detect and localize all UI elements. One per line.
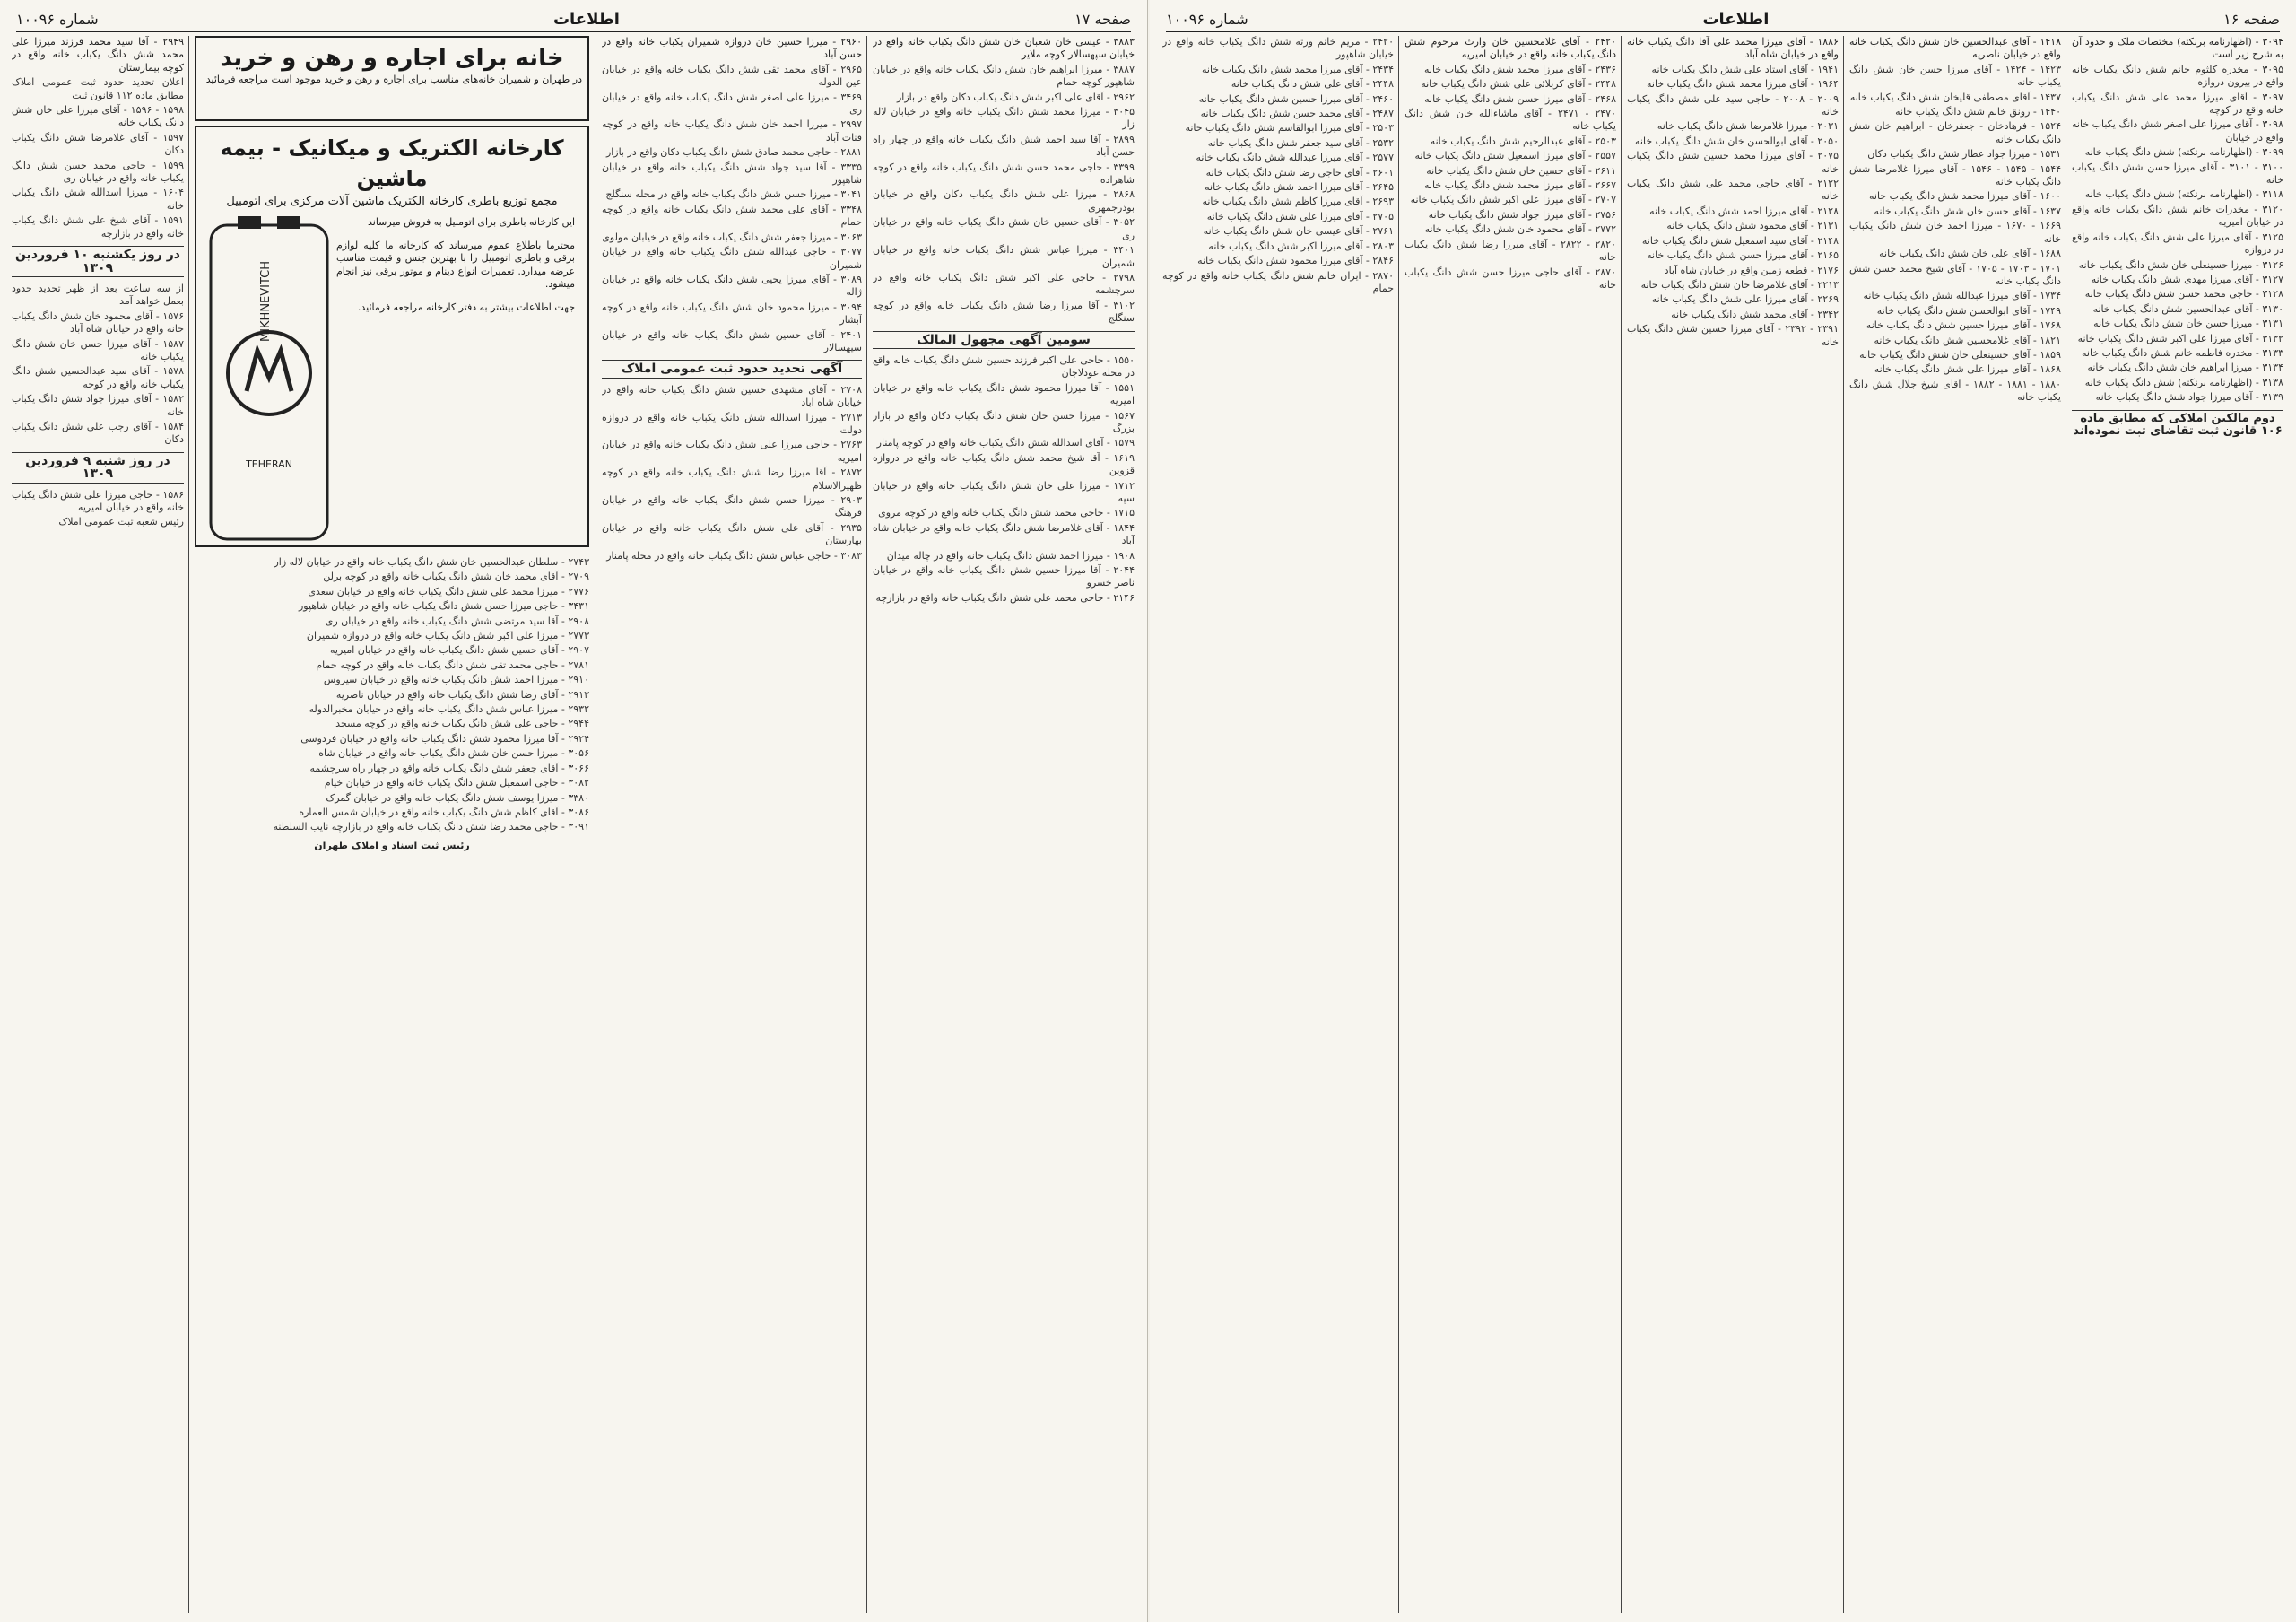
right-page-header <box>1166 7 2280 32</box>
factory-ad-title: کارخانه الکتریک و میکانیک - بیمه ماشین <box>220 135 564 191</box>
footer-note: دوم مالکین املاکی که مطابق ماده ۱۰۶ قانون ثبت تقاضای ثبت نموده‌اند <box>2072 410 2283 441</box>
factory-ad-body: این کارخانه باطری برای اتومبیل به فروش میرساند محترما باطلاع عموم میرساند که کارخانه ما کلیه لوازم برقی و باطری اتومبیل را با بهترین جنس و قیمت مناسب عرضه میدارد. تعمیرات انواع دینام و موتور برقی نیز انجام میشود. جهت اطلاعات بیشتر به دفتر کارخانه مراجعه فرمائید. <box>336 216 575 313</box>
body-text: اعلان تحدید حدود ثبت عمومی املاک مطابق ماده ۱۱۲ قانون ثبت ۱۵۹۸ - ۱۵۹۶ - آقای میرزا علی خان شش دانگ یکباب خانه ۱۵۹۷ - آقای غلامرضا شش دانگ یکباب دکان ۱۵۹۹ - حاجی محمد حسن شش دانگ یکباب خانه واقع در خیابان ری ۱۶۰۴ - میرزا اسدالله شش دانگ یکباب خانه ۱۵۹۱ - آقای شیخ علی شش دانگ یکباب خانه واقع در بازارچه <box>12 76 184 240</box>
right-column-4 <box>1849 36 2061 1613</box>
issue-number: شماره ۱۰۰۹۶ <box>1166 10 1248 28</box>
column-rule <box>866 36 867 1613</box>
body-text: ۱۹۴۱ - آقای استاد علی شش دانگ یکباب خانه ۱۹۶۴ - آقای میرزا محمد شش دانگ یکباب خانه ۲۰۰۹ - ۲۰۰۸ - حاجی سید علی شش دانگ یکباب خانه ۲۰۳۱ - میرزا غلامرضا شش دانگ یکباب خانه ۲۰۵۰ - آقای ابوالحسن خان شش دانگ یکباب خانه ۲۰۷۵ - آقای میرزا محمد حسین شش دانگ یکباب خانه ۲۱۲۲ - آقای حاجی محمد علی شش دانگ یکباب خانه ۲۱۲۸ - آقای میرزا احمد شش دانگ یکباب خانه ۲۱۳۱ - آقای محمود شش دانگ یکباب خانه ۲۱۴۸ - آقای سید اسمعیل شش دانگ یکباب خانه ۲۱۶۵ - آقای میرزا حسن شش دانگ یکباب خانه ۲۱۷۶ - قطعه زمین واقع در خیابان شاه آباد ۲۲۱۳ - آقای غلامرضا خان شش دانگ یکباب خانه ۲۲۶۹ - آقای میرزا علی شش دانگ یکباب خانه ۲۳۴۲ - آقای محمد شش دانگ یکباب خانه ۲۳۹۱ - ۲۳۹۲ - آقای میرزا حسین شش دانگ یکباب خانه <box>1627 63 1839 348</box>
listing-entry: ۳۰۹۴ - (اظهارنامه برنکته) مختصات ملک و حدود آن به شرح زیر است <box>2072 36 2283 61</box>
right-page <box>1150 0 2296 1622</box>
right-columns <box>1162 36 2283 1613</box>
column-rule <box>1398 36 1399 1613</box>
right-column-3 <box>1627 36 1839 1613</box>
page-number: صفحه ۱۷ <box>1074 10 1131 28</box>
column-rule <box>1843 36 1844 1613</box>
listing-entry: ۱۸۸۶ - آقای میرزا محمد علی آقا دانگ یکباب خانه واقع در خیابان شاه آباد <box>1627 36 1839 61</box>
left-page-header <box>16 7 1131 32</box>
right-column-5 <box>2072 36 2283 1613</box>
footer-note: رئیس ثبت اسناد و املاک طهران <box>314 839 470 851</box>
column-rule <box>1621 36 1622 1613</box>
section-heading: در روز شنبه ۹ فروردین ۱۳۰۹ <box>12 452 184 484</box>
body-text: ۲۴۲۰ - مریم خانم ورثه شش دانگ یکباب خانه واقع در خیابان شاهپور ۲۴۳۴ - آقای میرزا محمد شش دانگ یکباب خانه ۲۴۴۸ - آقای علی شش دانگ یکباب خانه ۲۴۶۰ - آقای میرزا حسین شش دانگ یکباب خانه ۲۴۸۷ - آقای محمد حسن شش دانگ یکباب خانه ۲۵۰۳ - آقای میرزا ابوالقاسم شش دانگ یکباب خانه ۲۵۳۲ - آقای سید جعفر شش دانگ یکباب خانه ۲۵۷۷ - آقای میرزا عبدالله شش دانگ یکباب خانه ۲۶۰۱ - آقای حاجی رضا شش دانگ یکباب خانه ۲۶۴۵ - آقای میرزا احمد شش دانگ یکباب خانه ۲۶۹۳ - آقای میرزا کاظم شش دانگ یکباب خانه ۲۷۰۵ - آقای میرزا علی شش دانگ یکباب خانه ۲۷۶۱ - آقای عیسی خان شش دانگ یکباب خانه ۲۸۰۳ - آقای میرزا اکبر شش دانگ یکباب خانه ۲۸۴۶ - آقای میرزا محمود شش دانگ یکباب خانه ۲۸۷۰ - ایران خانم شش دانگ یکباب خانه واقع در کوچه حمام <box>1162 36 1394 294</box>
listing-entry: ۲۴۲۰ - آقای غلامحسین خان وارث مرحوم شش دانگ یکباب خانه واقع در خیابان امیریه <box>1405 36 1616 61</box>
section-heading: آگهی تحدید حدود ثبت عمومی املاک <box>602 360 862 378</box>
body-text: ۲۹۶۵ - آقای محمد تقی شش دانگ یکباب خانه واقع در خیابان عین الدوله ۳۴۶۹ - میرزا علی اصغر شش دانگ یکباب خانه واقع در خیابان ری ۲۹۹۷ - میرزا احمد خان شش دانگ یکباب خانه واقع در کوچه قنات آباد ۲۸۸۱ - حاجی محمد صادق شش دانگ یکباب دکان واقع در بازار ۳۳۳۵ - آقا سید جواد شش دانگ یکباب خانه واقع در خیابان شاهپور ۳۰۴۱ - میرزا حسن شش دانگ یکباب خانه واقع در محله سنگلج ۳۳۴۸ - آقای علی محمد شش دانگ یکباب خانه واقع در کوچه حمام ۳۰۶۳ - میرزا جعفر شش دانگ یکباب خانه واقع در خیابان مولوی ۳۰۷۷ - حاجی عبدالله شش دانگ یکباب خانه واقع در خیابان شمیران ۳۰۸۹ - آقای میرزا یحیی شش دانگ یکباب خانه واقع در خیابان ژاله ۳۰۹۴ - میرزا محمود خان شش دانگ یکباب خانه واقع در کوچه آبشار ۲۴۰۱ - آقای حسین شش دانگ یکباب خانه واقع در خیابان سپهسالار <box>602 63 862 353</box>
body-text: ۱۵۸۶ - حاجی میرزا علی شش دانگ یکباب خانه واقع در خیابان امیریه رئیس شعبه ثبت عمومی املاک <box>12 488 184 528</box>
listing-entry: ۱۴۱۸ - آقای عبدالحسین خان شش دانگ یکباب خانه واقع در خیابان ناصریه <box>1849 36 2061 61</box>
right-column-2 <box>1405 36 1616 1613</box>
body-text: از سه ساعت بعد از ظهر تحدید حدود بعمل خواهد آمد ۱۵۷۶ - آقای محمود خان شش دانگ یکباب خانه واقع در خیابان شاه آباد ۱۵۸۷ - آقای میرزا حسن خان شش دانگ یکباب خانه ۱۵۷۸ - آقای سید عبدالحسین شش دانگ یکباب خانه واقع در کوچه ۱۵۸۲ - آقای میرزا جواد شش دانگ یکباب خانه ۱۵۸۴ - آقای رجب علی شش دانگ یکباب دکان <box>12 282 184 446</box>
left-column-4 <box>873 36 1135 1613</box>
rent-ad-title: خانه برای اجاره و رهن و خرید <box>220 45 564 72</box>
section-heading: در روز یکشنبه ۱۰ فروردین ۱۳۰۹ <box>12 246 184 277</box>
body-text: ۱۵۵۰ - حاجی علی اکبر فرزند حسین شش دانگ یکباب خانه واقع در محله عودلاجان ۱۵۵۱ - آقا میرزا محمود شش دانگ یکباب خانه واقع در خیابان امیریه ۱۵۶۷ - میرزا حسن خان شش دانگ یکباب دکان واقع در بازار بزرگ ۱۵۷۹ - آقای اسدالله شش دانگ یکباب خانه واقع در کوچه پامنار ۱۶۱۹ - آقا شیخ محمد شش دانگ یکباب خانه واقع در دروازه قزوین ۱۷۱۲ - میرزا علی خان شش دانگ یکباب خانه واقع در خیابان سپه ۱۷۱۵ - حاجی محمد شش دانگ یکباب خانه واقع در کوچه مروی ۱۸۴۴ - آقای غلامرضا شش دانگ یکباب خانه واقع در خیابان شاه آباد ۱۹۰۸ - میرزا احمد شش دانگ یکباب خانه واقع در چاله میدان ۲۰۴۴ - آقا میرزا حسین شش دانگ یکباب خانه واقع در خیابان ناصر خسرو ۲۱۴۶ - حاجی محمد علی شش دانگ یکباب خانه واقع در بازارچه <box>873 353 1135 604</box>
body-text: ۲۷۰۸ - آقای مشهدی حسین شش دانگ یکباب خانه واقع در خیابان شاه آباد ۲۷۱۳ - میرزا اسدالله شش دانگ یکباب خانه واقع در دروازه دولت ۲۷۶۳ - حاجی میرزا علی شش دانگ یکباب خانه واقع در خیابان امیریه ۲۸۷۲ - آقا میرزا رضا شش دانگ یکباب خانه واقع در کوچه ظهیرالاسلام ۲۹۰۳ - میرزا حسن شش دانگ یکباب خانه واقع در خیابان فرهنگ ۲۹۳۵ - آقای علی شش دانگ یکباب خانه واقع در خیابان بهارستان ۳۰۸۳ - حاجی عباس شش دانگ یکباب خانه واقع در محله پامنار <box>602 383 862 562</box>
battery-brand: MIKHNEVITCH <box>259 260 273 343</box>
column-rule <box>188 36 189 1613</box>
left-column-3 <box>602 36 862 1613</box>
left-columns <box>13 36 1135 1613</box>
section-heading: سومین آگهی مجهول المالک <box>873 331 1135 349</box>
listing-entry: ۳۸۸۳ - عیسی خان شعبان خان شش دانگ یکباب خانه واقع در خیابان سپهسالار کوچه ملایر <box>873 36 1135 61</box>
body-text: ۲۴۳۶ - آقای میرزا محمد شش دانگ یکباب خانه ۲۴۴۸ - آقای کربلائی علی شش دانگ یکباب خانه ۲۴۶۸ - آقای میرزا حسن شش دانگ یکباب خانه ۲۴۷۰ - ۲۴۷۱ - آقای ماشاءالله خان شش دانگ یکباب خانه ۲۵۰۳ - آقای عبدالرحیم شش دانگ یکباب خانه ۲۵۵۷ - آقای میرزا اسمعیل شش دانگ یکباب خانه ۲۶۱۱ - آقای حسین خان شش دانگ یکباب خانه ۲۶۶۷ - آقای میرزا محمد شش دانگ یکباب خانه ۲۷۰۷ - آقای میرزا علی اکبر شش دانگ یکباب خانه ۲۷۵۶ - آقای میرزا جواد شش دانگ یکباب خانه ۲۷۷۲ - آقای محمود خان شش دانگ یکباب خانه ۲۸۲۰ - ۲۸۲۲ - آقای میرزا رضا شش دانگ یکباب خانه ۲۸۷۰ - آقای حاجی میرزا حسن شش دانگ یکباب خانه <box>1405 63 1616 291</box>
body-text: ۳۸۸۷ - میرزا ابراهیم خان شش دانگ یکباب خانه واقع در خیابان شاهپور کوچه حمام ۲۹۶۲ - آقای علی اکبر شش دانگ یکباب دکان واقع در بازار ۳۰۴۵ - میرزا محمد شش دانگ یکباب خانه واقع در خیابان لاله زار ۲۸۹۹ - آقا سید احمد شش دانگ یکباب خانه واقع در چهار راه حسن آباد ۳۳۹۹ - حاجی محمد حسن شش دانگ یکباب خانه واقع در کوچه شاهزاده ۲۸۶۸ - میرزا علی شش دانگ یکباب دکان واقع در خیابان بوذرجمهری ۳۰۵۲ - آقای حسین خان شش دانگ یکباب خانه واقع در خیابان ری ۳۴۰۱ - میرزا عباس شش دانگ یکباب خانه واقع در خیابان شمیران ۲۷۹۸ - حاجی علی اکبر شش دانگ یکباب خانه واقع در سرچشمه ۳۱۰۲ - آقا میرزا رضا شش دانگ یکباب خانه واقع در کوچه سنگلج <box>873 63 1135 325</box>
listing-entry: ۲۹۴۹ - آقا سید محمد فرزند میرزا علی محمد شش دانگ یکباب خانه واقع در کوچه بیمارستان <box>12 36 184 74</box>
battery-icon <box>202 216 336 547</box>
newspaper-name: اطلاعات <box>1702 9 1770 29</box>
issue-number: شماره ۱۰۰۹۶ <box>16 10 99 28</box>
page-number: صفحه ۱۶ <box>2223 10 2280 28</box>
listing-entry: ۲۹۶۰ - میرزا حسین خان دروازه شمیران یکباب خانه واقع در حسن آباد <box>602 36 862 61</box>
body-text: ۲۷۴۳ - سلطان عبدالحسین خان شش دانگ یکباب خانه واقع در خیابان لاله زار ۲۷۰۹ - آقای محمد خان شش دانگ یکباب خانه واقع در کوچه برلن ۲۷۷۶ - میرزا محمد علی شش دانگ یکباب خانه واقع در خیابان سعدی ۳۴۳۱ - حاجی میرزا حسن شش دانگ یکباب خانه واقع در خیابان شاهپور ۲۹۰۸ - آقا سید مرتضی شش دانگ یکباب خانه واقع در خیابان ری ۲۷۷۳ - میرزا علی اکبر شش دانگ یکباب خانه واقع در دروازه شمیران ۲۹۰۷ - آقای حسین شش دانگ یکباب خانه واقع در خیابان امیریه ۲۷۸۱ - حاجی محمد تقی شش دانگ یکباب خانه واقع در کوچه حمام ۲۹۱۰ - میرزا احمد شش دانگ یکباب خانه واقع در خیابان سیروس ۲۹۱۳ - آقای رضا شش دانگ یکباب خانه واقع در خیابان ناصریه ۲۹۳۲ - میرزا عباس شش دانگ یکباب خانه واقع در خیابان مخبرالدوله ۲۹۴۴ - حاجی علی شش دانگ یکباب خانه واقع در کوچه مسجد ۲۹۲۴ - آقا میرزا محمود شش دانگ یکباب خانه واقع در خیابان فردوسی ۳۰۵۶ - میرزا حسن خان شش دانگ یکباب خانه واقع در خیابان شاه ۳۰۶۶ - آقای جعفر شش دانگ یکباب خانه واقع در چهار راه سرچشمه ۳۰۸۲ - حاجی اسمعیل شش دانگ یکباب خانه واقع در خیابان خیام ۳۳۸۰ - میرزا یوسف شش دانگ یکباب خانه واقع در خیابان گمرک ۳۰۸۶ - آقای کاظم شش دانگ یکباب خانه واقع در خیابان شمس العماره ۳۰۹۱ - حاجی محمد رضا شش دانگ یکباب خانه واقع در بازارچه نایب السلطنه <box>273 556 589 833</box>
factory-ad-text: این کارخانه باطری برای اتومبیل به فروش میرساند <box>368 216 575 228</box>
body-text: ۱۴۲۳ - ۱۴۲۴ - آقای میرزا حسن خان شش دانگ یکباب خانه ۱۴۳۷ - آقای مصطفی قلیخان شش دانگ یکباب خانه ۱۴۴۰ - رونق خانم شش دانگ یکباب خانه ۱۵۲۴ - فرهادخان - جعفرخان - ابراهیم خان شش دانگ یکباب خانه ۱۵۳۱ - میرزا جواد عطار شش دانگ یکباب دکان ۱۵۴۴ - ۱۵۴۵ - ۱۵۴۶ - آقای میرزا غلامرضا شش دانگ یکباب خانه ۱۶۰۰ - آقای میرزا محمد شش دانگ یکباب خانه ۱۶۳۷ - آقای حسن خان شش دانگ یکباب خانه ۱۶۶۹ - ۱۶۷۰ - میرزا احمد خان شش دانگ یکباب خانه ۱۶۸۸ - آقای علی خان شش دانگ یکباب خانه ۱۷۰۱ - ۱۷۰۳ - ۱۷۰۵ - آقای شیخ محمد حسن شش دانگ یکباب خانه ۱۷۳۴ - آقای میرزا عبدالله شش دانگ یکباب خانه ۱۷۴۹ - آقای ابوالحسن شش دانگ یکباب خانه ۱۷۶۸ - آقای میرزا حسین شش دانگ یکباب خانه ۱۸۲۱ - آقای غلامحسین شش دانگ یکباب خانه ۱۸۵۹ - آقای حسینعلی خان شش دانگ یکباب خانه ۱۸۶۸ - آقای میرزا علی شش دانگ یکباب خانه ۱۸۸۰ - ۱۸۸۱ - ۱۸۸۲ - آقای شیخ جلال شش دانگ یکباب خانه <box>1849 63 2061 404</box>
factory-ad <box>195 126 589 547</box>
left-column-1 <box>12 36 184 1613</box>
right-column-1 <box>1162 36 1394 1613</box>
body-text: ۳۰۹۵ - مخدره کلثوم خانم شش دانگ یکباب خانه واقع در بیرون دروازه ۳۰۹۷ - آقای میرزا محمد علی شش دانگ یکباب خانه واقع در کوچه ۳۰۹۸ - آقای میرزا علی اصغر شش دانگ یکباب خانه واقع در خیابان ۳۰۹۹ - (اظهارنامه برنکته) شش دانگ یکباب خانه ۳۱۰۰ - ۳۱۰۱ - آقای میرزا حسن شش دانگ یکباب خانه ۳۱۱۸ - (اظهارنامه برنکته) شش دانگ یکباب خانه ۳۱۲۰ - مخدرات خانم شش دانگ یکباب خانه واقع در خیابان امیریه ۳۱۲۵ - آقای میرزا علی شش دانگ یکباب خانه واقع در دروازه ۳۱۲۶ - میرزا حسینعلی خان شش دانگ یکباب خانه ۳۱۲۷ - آقای میرزا مهدی شش دانگ یکباب خانه ۳۱۲۸ - حاجی محمد حسن شش دانگ یکباب خانه ۳۱۳۰ - آقای عبدالحسین شش دانگ یکباب خانه ۳۱۳۱ - میرزا حسن خان شش دانگ یکباب خانه ۳۱۳۲ - آقای میرزا علی اکبر شش دانگ یکباب خانه ۳۱۳۳ - مخدره فاطمه خانم شش دانگ یکباب خانه ۳۱۳۴ - میرزا ابراهیم خان شش دانگ یکباب خانه ۳۱۳۸ - (اظهارنامه برنکته) شش دانگ یکباب خانه ۳۱۳۹ - آقای میرزا جواد شش دانگ یکباب خانه <box>2072 63 2283 404</box>
newspaper-name: اطلاعات <box>552 9 620 29</box>
left-column-2 <box>195 556 589 1613</box>
battery-city: TEHERAN <box>246 458 292 470</box>
rent-ad <box>195 36 589 121</box>
rent-ad-body: در طهران و شمیران خانه‌های مناسب برای اجاره و رهن و خرید موجود است مراجعه فرمائید <box>205 74 582 85</box>
factory-ad-subtitle: مجمع توزیع باطری کارخانه الکتریک ماشین آلات مرکزی برای اتومبیل <box>226 195 558 208</box>
